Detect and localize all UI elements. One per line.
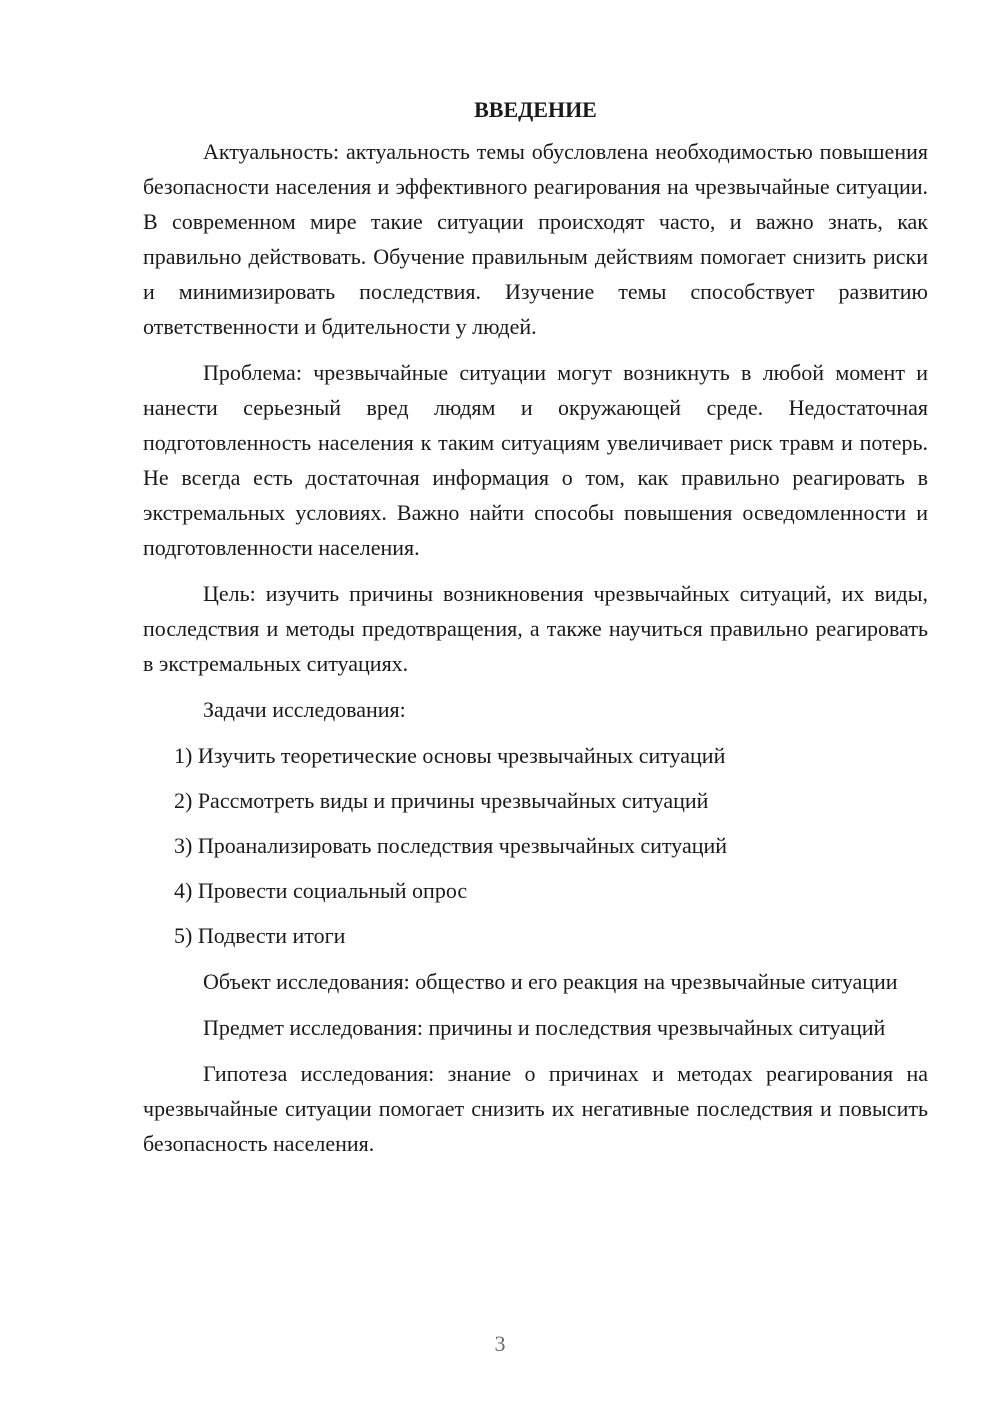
task-item: 1) Изучить теоретические основы чрезвычайных ситуаций [174,743,726,768]
tasks-title: Задачи исследования: [203,697,406,722]
task-item: 2) Рассмотреть виды и причины чрезвычайных ситуаций [174,788,709,813]
task-item: 4) Провести социальный опрос [174,878,468,903]
task-item: 5) Подвести итоги [174,923,346,948]
paragraph-hypothesis: Гипотеза исследования: знание о причинах и методах реагирования на чрезвычайные ситуации помогает снизить их негативные последствия и повысить безопасность населения. [143,1061,928,1156]
paragraph-problem: Проблема: чрезвычайные ситуации могут возникнуть в любой момент и нанести серьезный вред людям и окружающей среде. Недостаточная подготовленность населения к таким ситуациям увеличивает риск травм и потерь. Не всегда есть достаточная информация о том, как правильно реагировать в экстремальных условиях. Важно найти способы повышения осведомленности и подготовленности населения. [143,360,928,560]
section-heading: ВВЕДЕНИЕ [474,97,597,122]
page-number: 3 [494,1331,506,1356]
paragraph-subject: Предмет исследования: причины и последствия чрезвычайных ситуаций [203,1015,886,1040]
paragraph-goal: Цель: изучить причины возникновения чрезвычайных ситуаций, их виды, последствия и методы предотвращения, а также научиться правильно реагировать в экстремальных ситуациях. [143,581,928,676]
paragraph-object: Объект исследования: общество и его реакция на чрезвычайные ситуации [203,969,898,994]
paragraph-relevance: Актуальность: актуальность темы обусловлена необходимостью повышения безопасности населения и эффективного реагирования на чрезвычайные ситуации. В современном мире такие ситуации происходят часто, и важно знать, как правильно действовать. Обучение правильным действиям помогает снизить риски и минимизировать последствия. Изучение темы способствует развитию ответственности и бдительности у людей. [143,139,928,339]
task-item: 3) Проанализировать последствия чрезвычайных ситуаций [174,833,728,858]
document-page [143,92,928,1172]
task-list [143,738,928,953]
